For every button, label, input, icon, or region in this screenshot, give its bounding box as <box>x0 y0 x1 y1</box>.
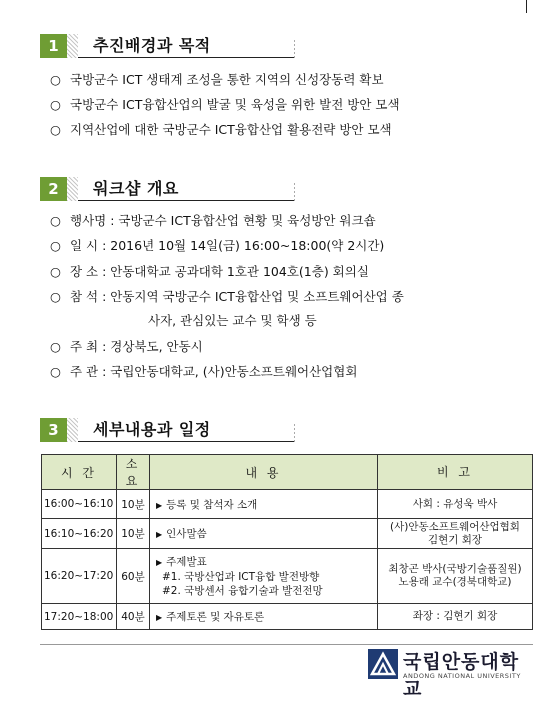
section-2-header <box>40 177 270 201</box>
schedule-table <box>41 454 533 630</box>
hatch-divider <box>67 177 78 201</box>
purpose-item: ○ 국방군수 ICT 생태계 조성을 통한 지역의 신성장동력 확보 <box>50 72 384 87</box>
duration-cell: 40분 <box>117 604 150 630</box>
time-cell: 17:20~18:00 <box>42 604 117 630</box>
time-cell: 16:20~17:20 <box>42 549 117 604</box>
section-number: 2 <box>40 177 67 201</box>
table-header-row <box>42 455 533 490</box>
title-underline <box>78 57 295 58</box>
overview-item-continued: 사자, 관심있는 교수 및 학생 등 <box>148 313 317 328</box>
section-title: 추진배경과 목적 <box>93 36 211 55</box>
triangle-bullet-icon: ▶ <box>156 557 163 567</box>
remark-cell: (사)안동소프트웨어산업협회 김현기 회장 <box>378 519 533 549</box>
section-title: 세부내용과 일정 <box>93 420 211 439</box>
triangle-bullet-icon: ▶ <box>156 500 163 510</box>
table-row <box>42 549 533 604</box>
title-underline <box>78 441 295 442</box>
hatch-divider <box>67 418 78 442</box>
column-header: 시 간 <box>42 455 117 490</box>
section-number: 1 <box>40 34 67 58</box>
duration-cell: 10분 <box>117 490 150 519</box>
university-name-english: ANDONG NATIONAL UNIVERSITY <box>403 672 521 680</box>
time-cell: 16:10~16:20 <box>42 519 117 549</box>
content-cell: ▶ 등록 및 참석자 소개 <box>150 490 378 519</box>
title-underline <box>78 200 295 201</box>
table-row <box>42 519 533 549</box>
triangle-bullet-icon: ▶ <box>156 613 163 622</box>
title-end-tick <box>294 424 295 442</box>
purpose-item: ○ 지역산업에 대한 국방군수 ICT융합산업 활용전략 방안 모색 <box>50 122 392 137</box>
section-number: 3 <box>40 418 67 442</box>
section-1-header <box>40 34 270 58</box>
duration-cell: 60분 <box>117 549 150 604</box>
column-header: 비 고 <box>378 455 533 490</box>
remark-cell: 사회 : 유성욱 박사 <box>378 490 533 519</box>
section-title: 워크샵 개요 <box>93 179 179 198</box>
time-cell: 16:00~16:10 <box>42 490 117 519</box>
table-row <box>42 490 533 519</box>
purpose-item: ○ 국방군수 ICT융합산업의 발굴 및 육성을 위한 발전 방안 모색 <box>50 97 400 112</box>
column-header: 내 용 <box>150 455 378 490</box>
andong-university-emblem-icon <box>368 649 398 679</box>
overview-item: ○ 참 석 : 안동지역 국방군수 ICT융합산업 및 소프트웨어산업 종 <box>50 289 404 304</box>
overview-item: ○ 행사명 : 국방군수 ICT융합산업 현황 및 육성방안 워크숍 <box>50 213 376 228</box>
page-corner-line <box>526 0 527 13</box>
overview-item: ○ 일 시 : 2016년 10월 14일(금) 16:00~18:00(약 2시간) <box>50 238 385 253</box>
overview-item: ○ 장 소 : 안동대학교 공과대학 1호관 104호(1층) 회의실 <box>50 264 369 279</box>
university-logo <box>368 646 533 700</box>
remark-cell: 최창곤 박사(국방기술품질원) 노용래 교수(경북대학교) <box>378 549 533 604</box>
table-row <box>42 604 533 630</box>
title-end-tick <box>294 183 295 201</box>
overview-item: ○ 주 관 : 국립안동대학교, (사)안동소프트웨어산업협회 <box>50 364 358 379</box>
university-name-korean: 국립안동대학교 <box>403 651 520 700</box>
overview-item: ○ 주 최 : 경상북도, 안동시 <box>50 339 203 354</box>
footer-divider <box>40 644 533 645</box>
title-end-tick <box>294 40 295 58</box>
content-cell: ▶ 주제토론 및 자유토론 <box>150 604 378 630</box>
triangle-bullet-icon: ▶ <box>156 530 163 539</box>
remark-cell: 좌장 : 김현기 회장 <box>378 604 533 630</box>
content-cell: ▶ 주제발표 #1. 국방산업과 ICT융합 발전방향 #2. 국방센서 융합기술과 발전전망 <box>150 549 378 604</box>
column-header: 소요 <box>117 455 150 490</box>
duration-cell: 10분 <box>117 519 150 549</box>
content-cell: ▶ 인사말씀 <box>150 519 378 549</box>
hatch-divider <box>67 34 78 58</box>
section-3-header <box>40 418 270 442</box>
